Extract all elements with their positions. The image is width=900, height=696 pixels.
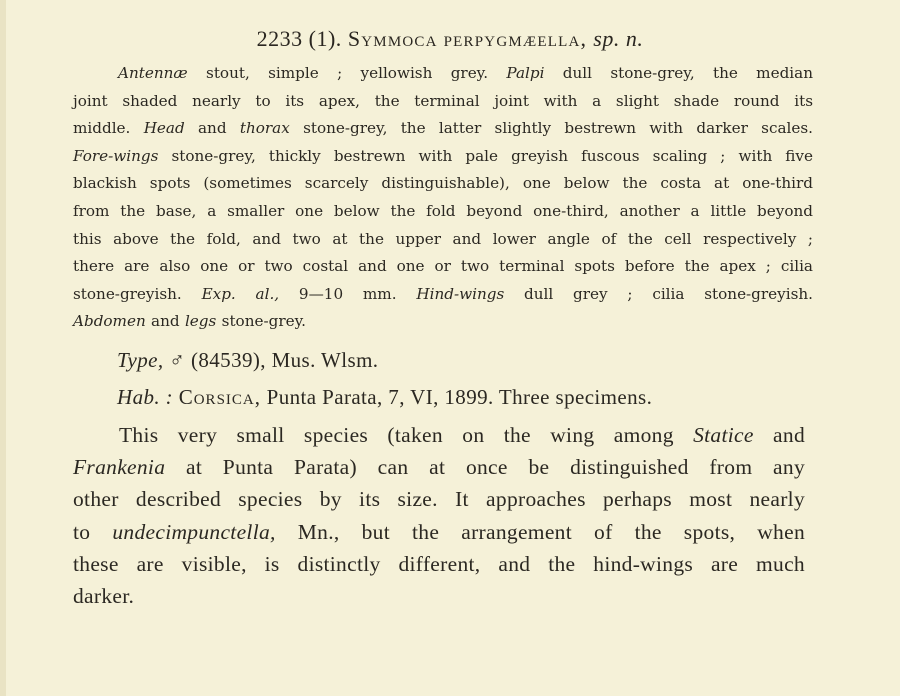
- text-run: dull stone-grey, the median: [544, 64, 813, 82]
- text-line: [73, 548, 805, 580]
- italic-term: Abdomen: [73, 312, 146, 331]
- italic-term: legs: [184, 312, 217, 331]
- habitat-label: Hab. :: [117, 385, 174, 409]
- text-run: stone-grey, thickly bestrewn with pale greyish fuscous scaling ; with five: [158, 146, 813, 165]
- text-line: [73, 226, 813, 254]
- text-line: [73, 143, 813, 171]
- italic-term: Hind-wings: [416, 284, 505, 303]
- text-run: other described species by its size. It approaches perhaps most nearly: [73, 487, 805, 512]
- text-run: This very small species (taken on the wing among: [119, 423, 694, 447]
- text-run: these are visible, is distinctly different, and the hind-wings are much: [73, 551, 805, 576]
- male-symbol: ♂: [169, 348, 186, 372]
- text-line: [73, 170, 813, 198]
- italic-term: Fore-wings: [73, 146, 159, 165]
- text-line: [73, 516, 805, 548]
- species-name: perpygmæella,: [443, 26, 588, 51]
- text-line: [73, 483, 805, 515]
- text-run: to: [73, 519, 113, 544]
- text-run: darker.: [73, 584, 135, 608]
- genus-name: Symmoca: [347, 26, 438, 51]
- habitat-place: Corsica,: [178, 385, 261, 409]
- italic-term: undecimpunctella,: [112, 519, 276, 544]
- text-run: and: [753, 423, 805, 447]
- habitat-line: [117, 385, 652, 410]
- italic-term: Frankenia: [73, 455, 166, 480]
- italic-term: Antennæ: [118, 64, 188, 82]
- text-run: dull grey ; cilia stone-greyish.: [504, 284, 813, 303]
- italic-term: Head: [143, 119, 185, 138]
- species-heading: [0, 26, 900, 52]
- text-run: Mn., but the arrangement of the spots, when: [275, 519, 805, 544]
- text-line: [73, 451, 805, 483]
- type-line: [117, 348, 378, 373]
- italic-term: thorax: [239, 119, 290, 138]
- text-run: stone-grey.: [216, 312, 306, 331]
- text-run: from the base, a smaller one below the fold beyond one-third, another a little beyond: [73, 202, 813, 220]
- text-run: stone-greyish.: [73, 284, 202, 303]
- text-line: [73, 253, 813, 281]
- species-number: 2233 (1).: [256, 26, 342, 51]
- text-line: [73, 60, 813, 88]
- species-status: sp. n.: [593, 26, 644, 51]
- italic-term: Exp. al.,: [201, 284, 280, 303]
- text-run: stone-grey, the latter slightly bestrewn with darker scales.: [289, 119, 813, 138]
- text-line: [73, 115, 813, 143]
- text-run: and: [184, 119, 240, 138]
- italic-term: Palpi: [506, 64, 545, 82]
- habitat-text: Punta Parata, 7, VI, 1899. Three specimens.: [266, 385, 653, 409]
- text-run: blackish spots (sometimes scarcely distinguishable), one below the costa at one-third: [73, 174, 813, 193]
- type-label: Type,: [117, 348, 164, 372]
- text-line: [73, 281, 813, 309]
- page-edge-shadow: [0, 0, 6, 696]
- text-line: [73, 308, 813, 336]
- text-run: this above the fold, and two at the upper and lower angle of the cell respectively ;: [73, 229, 813, 248]
- text-run: there are also one or two costal and one or two terminal spots before the apex ; cilia: [73, 257, 813, 276]
- text-run: at Punta Parata) can at once be distinguished from any: [165, 455, 805, 480]
- text-run: joint shaded nearly to its apex, the terminal joint with a slight shade round its: [73, 91, 813, 110]
- text-run: 9—10 mm.: [279, 284, 417, 303]
- text-run: stout, simple ; yellowish grey.: [187, 64, 507, 82]
- text-line: [73, 419, 805, 451]
- italic-term: Statice: [693, 423, 754, 447]
- text-run: and: [145, 312, 185, 331]
- text-line: [73, 88, 813, 116]
- text-line: [73, 580, 805, 612]
- type-text: (84539), Mus. Wlsm.: [190, 348, 379, 372]
- text-line: [73, 198, 813, 226]
- text-run: middle.: [73, 119, 144, 138]
